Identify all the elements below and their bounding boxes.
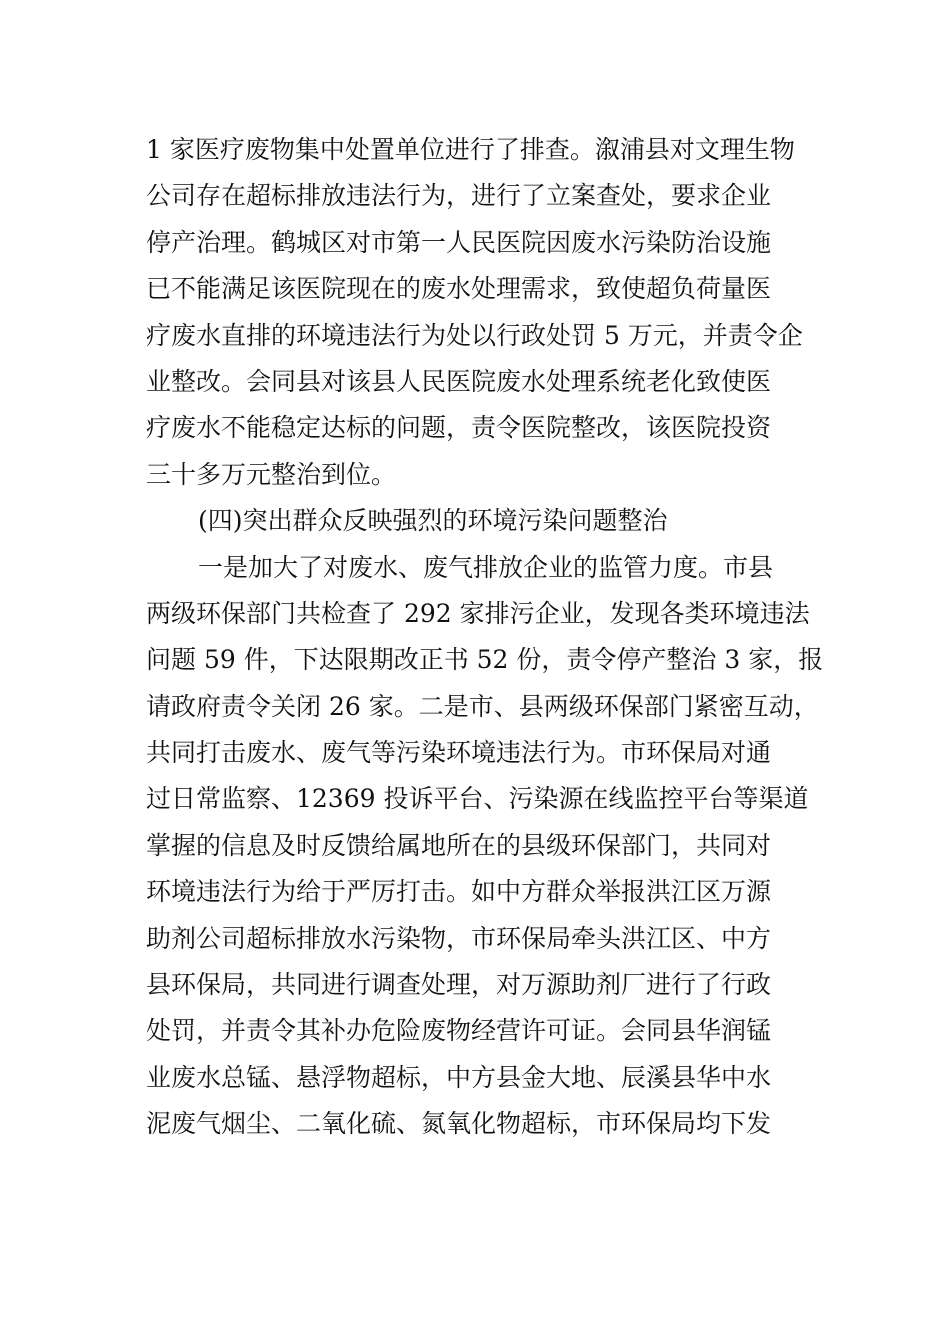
paragraph-first-line: 一是加大了对废水、废气排放企业的监管力度。市县	[198, 552, 774, 582]
text-line: 问题 59 件，下达限期改正书 52 份，责令停产整治 3 家，报	[146, 645, 824, 675]
text-line: 县环保局，共同进行调查处理，对万源助剂厂进行了行政	[146, 970, 772, 1000]
text-line: 环境违法行为给于严厉打击。如中方群众举报洪江区万源	[146, 877, 772, 907]
text-line: 共同打击废水、废气等污染环境违法行为。市环保局对通	[146, 738, 772, 768]
text-line: 疗废水不能稳定达标的问题，责令医院整改，该医院投资	[146, 413, 772, 443]
text-line: 两级环保部门共检查了 292 家排污企业，发现各类环境违法	[146, 598, 810, 628]
section-heading: (四)突出群众反映强烈的环境污染问题整治	[198, 506, 668, 536]
text-line: 1 家医疗废物集中处置单位进行了排查。溆浦县对文理生物	[146, 135, 795, 164]
text-line: 三十多万元整治到位。	[146, 459, 397, 489]
text-line: 公司存在超标排放违法行为，进行了立案查处，要求企业	[146, 181, 772, 211]
text-line: 业整改。会同县对该县人民医院废水处理系统老化致使医	[146, 366, 772, 396]
text-line: 掌握的信息及时反馈给属地所在的县级环保部门，共同对	[146, 830, 772, 860]
text-line: 过日常监察、12369 投诉平台、污染源在线监控平台等渠道	[146, 784, 809, 814]
text-line: 停产治理。鹤城区对市第一人民医院因废水污染防治设施	[146, 227, 772, 257]
text-line: 助剂公司超标排放水污染物，市环保局牵头洪江区、中方	[146, 923, 772, 953]
text-line: 疗废水直排的环境违法行为处以行政处罚 5 万元，并责令企	[146, 320, 803, 350]
text-line: 泥废气烟尘、二氧化硫、氮氧化物超标，市环保局均下发	[146, 1109, 772, 1139]
document-body	[146, 127, 824, 1148]
text-line: 已不能满足该医院现在的废水处理需求，致使超负荷量医	[146, 274, 772, 304]
text-line: 业废水总锰、悬浮物超标，中方县金大地、辰溪县华中水	[146, 1062, 772, 1092]
text-line: 处罚，并责令其补办危险废物经营许可证。会同县华润锰	[146, 1016, 772, 1046]
text-line: 请政府责令关闭 26 家。二是市、县两级环保部门紧密互动，	[146, 691, 819, 721]
